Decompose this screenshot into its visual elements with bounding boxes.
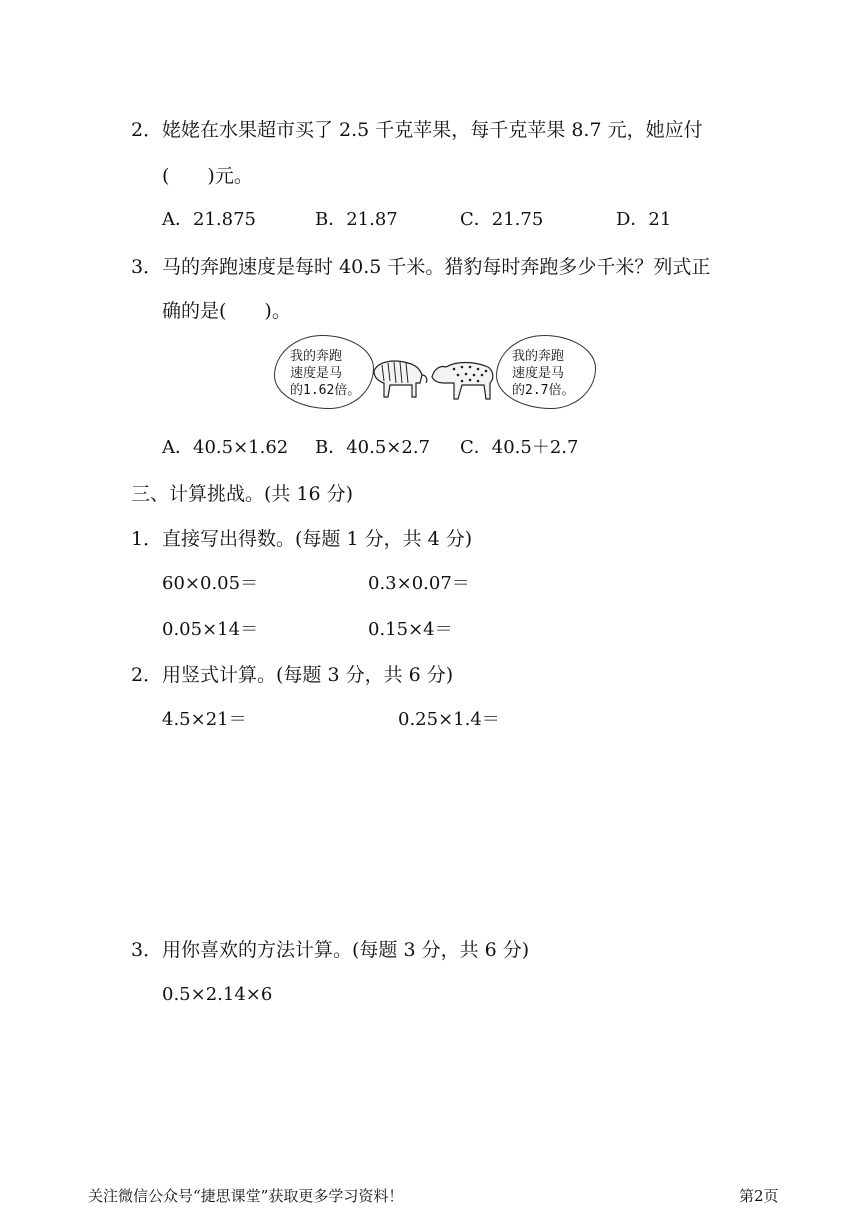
question-number: 3． <box>131 256 163 278</box>
question-title: 用竖式计算。(每题 3 分，共 6 分) <box>162 664 454 686</box>
question-number: 3． <box>131 939 163 961</box>
question-number: 2． <box>131 664 163 686</box>
page-number: 第2页 <box>739 1187 779 1205</box>
calc-item: 4.5×21＝ <box>162 709 247 730</box>
question-title: 直接写出得数。(每题 1 分，共 4 分) <box>162 528 473 550</box>
calc-item: 0.15×4＝ <box>368 619 453 640</box>
calc-item: 0.3×0.07＝ <box>368 573 470 594</box>
option-c: C．21.75 <box>460 209 544 230</box>
bubble-right-line2: 速度是马 <box>512 366 565 381</box>
calc-item: 0.25×1.4＝ <box>398 709 500 730</box>
option-b: B．40.5×2.7 <box>315 437 431 458</box>
bubble-right-line1: 我的奔跑 <box>512 349 565 364</box>
calc-item: 0.5×2.14×6 <box>162 984 273 1005</box>
bubble-left-line3: 的1.62倍。 <box>290 383 361 398</box>
bubble-left-line1: 我的奔跑 <box>290 349 343 364</box>
option-b: B．21.87 <box>315 209 398 230</box>
question-text-line1: 马的奔跑速度是每时 40.5 千米。猎豹每时奔跑多少千米？列式正 <box>162 256 711 278</box>
option-d: D．21 <box>616 209 672 230</box>
question-text-line2: 确的是( )。 <box>162 300 291 322</box>
footer-note: 关注微信公众号“捷思课堂”获取更多学习资料！ <box>88 1187 404 1205</box>
question-text-line1: 姥姥在水果超市买了 2.5 千克苹果，每千克苹果 8.7 元，她应付 <box>162 119 703 141</box>
question-number: 2． <box>131 119 163 141</box>
section-title: 三、计算挑战。(共 16 分) <box>131 483 354 505</box>
question-text-line2: ( )元。 <box>162 165 253 187</box>
calc-item: 60×0.05＝ <box>162 573 259 594</box>
tiger-and-cheetah-icon <box>370 353 500 408</box>
calc-item: 0.05×14＝ <box>162 619 259 640</box>
bubble-left-line2: 速度是马 <box>290 366 343 381</box>
question-title: 用你喜欢的方法计算。(每题 3 分，共 6 分) <box>162 939 530 961</box>
option-c: C．40.5＋2.7 <box>460 437 579 458</box>
animal-illustration <box>270 333 600 413</box>
question-number: 1． <box>131 528 163 550</box>
bubble-right-line3: 的2.7倍。 <box>512 383 575 398</box>
option-a: A．40.5×1.62 <box>162 437 289 458</box>
option-a: A．21.875 <box>162 209 256 230</box>
